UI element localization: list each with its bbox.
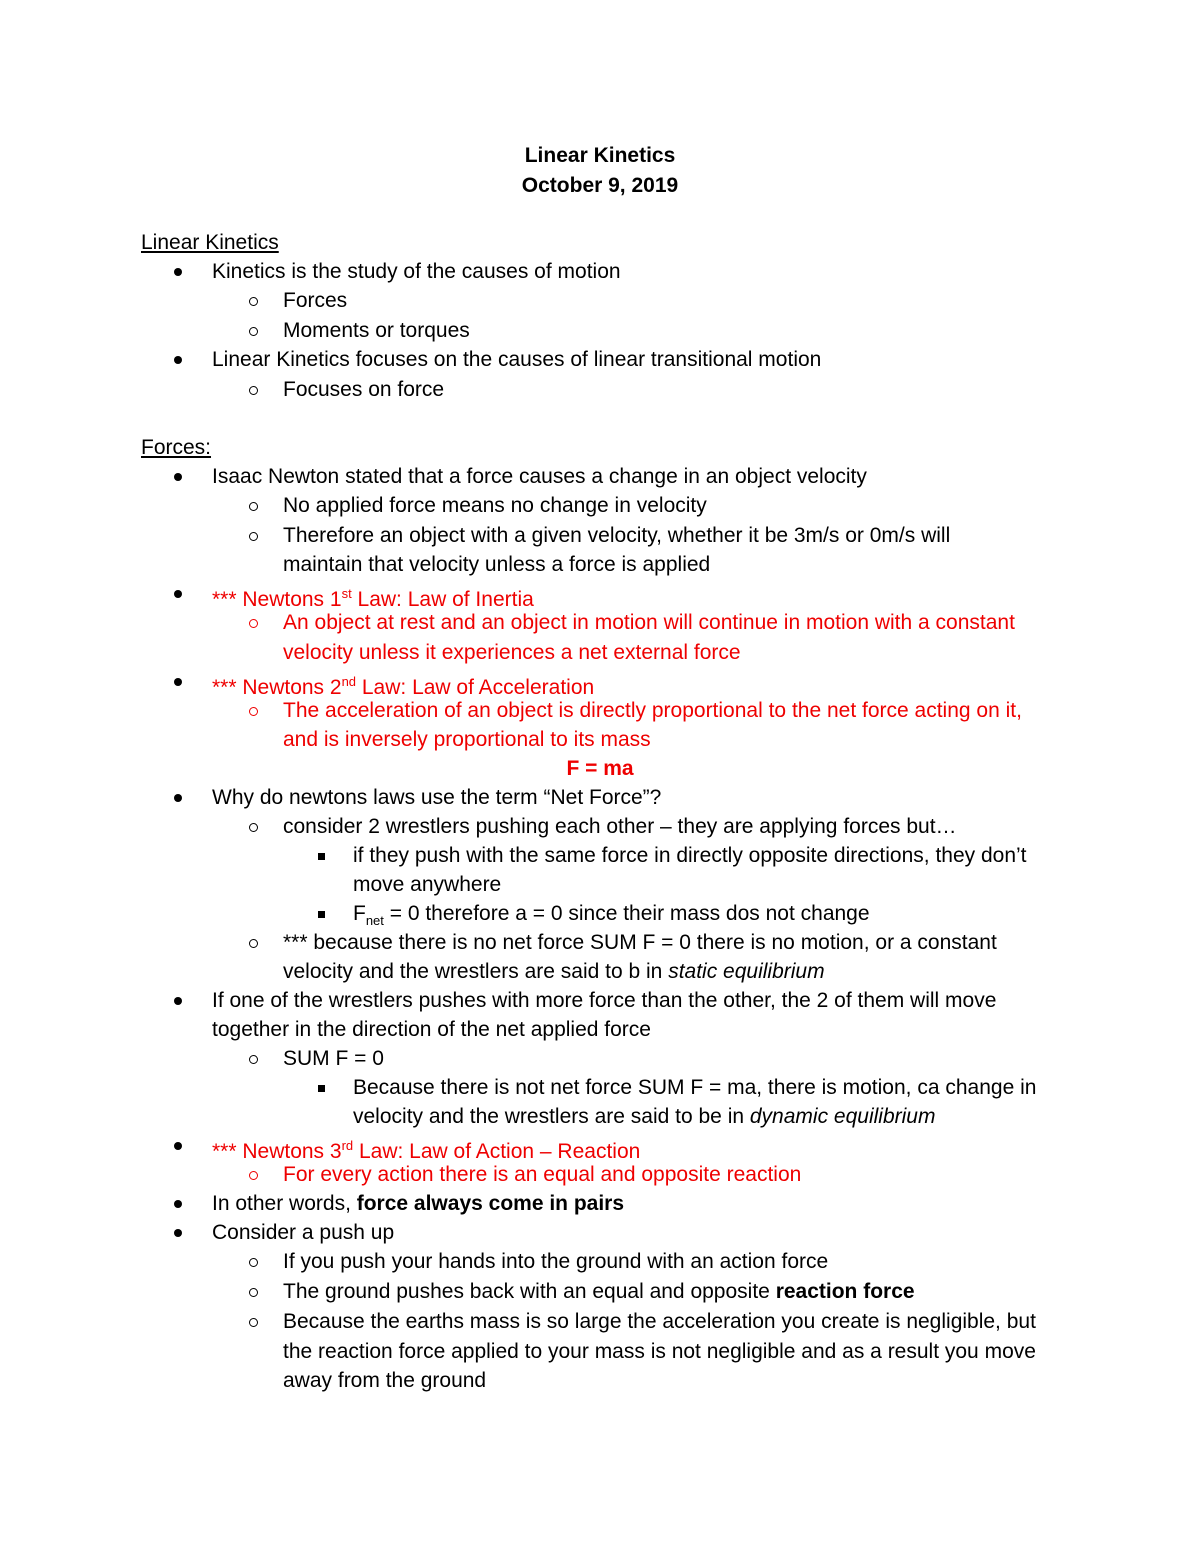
circle-bullet-icon xyxy=(249,288,258,314)
section-heading-linear-kinetics: Linear Kinetics xyxy=(141,231,279,254)
circle-bullet-icon xyxy=(249,1046,258,1072)
list-item: If you push your hands into the ground with an action force xyxy=(283,1250,829,1273)
section-heading-forces: Forces: xyxy=(141,436,212,459)
bullet-icon xyxy=(174,988,182,1014)
page-date: October 9, 2019 xyxy=(521,174,679,197)
bullet-icon xyxy=(174,785,182,811)
list-item: Isaac Newton stated that a force causes a change in an object velocity xyxy=(212,465,867,488)
list-item: Focuses on force xyxy=(283,378,445,401)
formula: F = ma xyxy=(566,757,634,780)
list-item: Because the earths mass is so large the acceleration you create is negligible, but xyxy=(283,1310,1036,1333)
bullet-icon xyxy=(174,1133,182,1159)
list-item: Consider a push up xyxy=(212,1221,395,1244)
circle-bullet-icon xyxy=(249,377,258,403)
square-bullet-icon xyxy=(318,843,325,869)
list-item: SUM F = 0 xyxy=(283,1047,384,1070)
newton-third-law-heading: *** Newtons 3rd Law: Law of Action – Reaction xyxy=(212,1138,641,1163)
list-item: The acceleration of an object is directly proportional to the net force acting on it, xyxy=(283,699,1022,722)
list-item: $F_{net} = 0$ therefore a = 0 since their mass dos not change xyxy=(353,902,870,929)
list-item-continuation: together in the direction of the net applied force xyxy=(212,1018,651,1041)
list-item: Linear Kinetics focuses on the causes of linear transitional motion xyxy=(212,348,822,371)
list-item: Why do newtons laws use the term “Net Force”? xyxy=(212,786,662,809)
circle-bullet-icon xyxy=(249,814,258,840)
list-item-continuation: away from the ground xyxy=(283,1369,487,1392)
list-item: Therefore an object with a given velocity, whether it be 3m/s or 0m/s will xyxy=(283,524,951,547)
list-item: For every action there is an equal and opposite reaction xyxy=(283,1163,802,1186)
list-item-continuation: velocity unless it experiences a net external force xyxy=(283,641,741,664)
circle-bullet-icon xyxy=(249,1162,258,1188)
bullet-icon xyxy=(174,259,182,285)
circle-bullet-icon xyxy=(249,1309,258,1335)
bullet-icon xyxy=(174,347,182,373)
circle-bullet-icon xyxy=(249,523,258,549)
circle-bullet-icon xyxy=(249,1249,258,1275)
list-item-continuation: maintain that velocity unless a force is applied xyxy=(283,553,711,576)
list-item: Because there is not net force SUM F = ma, there is motion, ca change in xyxy=(353,1076,1037,1099)
list-item: No applied force means no change in velocity xyxy=(283,494,707,517)
list-item: Forces xyxy=(283,289,348,312)
bullet-icon xyxy=(174,1191,182,1217)
square-bullet-icon xyxy=(318,901,325,927)
page-title: Linear Kinetics xyxy=(524,144,676,167)
bullet-icon xyxy=(174,669,182,695)
circle-bullet-icon xyxy=(249,493,258,519)
newton-first-law-heading: *** Newtons 1st Law: Law of Inertia xyxy=(212,586,534,611)
bullet-icon xyxy=(174,581,182,607)
square-bullet-icon xyxy=(318,1075,325,1101)
list-item-continuation: move anywhere xyxy=(353,873,502,896)
list-item-continuation: velocity and the wrestlers are said to be in dynamic equilibrium xyxy=(353,1105,936,1128)
circle-bullet-icon xyxy=(249,318,258,344)
list-item: consider 2 wrestlers pushing each other – they are applying forces but… xyxy=(283,815,957,838)
bullet-icon xyxy=(174,1220,182,1246)
circle-bullet-icon xyxy=(249,1279,258,1305)
circle-bullet-icon xyxy=(249,930,258,956)
list-item-continuation: the reaction force applied to your mass is not negligible and as a result you move xyxy=(283,1340,1036,1363)
circle-bullet-icon xyxy=(249,610,258,636)
newton-second-law-heading: *** Newtons 2nd Law: Law of Acceleration xyxy=(212,674,595,699)
list-item: if they push with the same force in directly opposite directions, they don’t xyxy=(353,844,1027,867)
list-item: Kinetics is the study of the causes of motion xyxy=(212,260,621,283)
bullet-icon xyxy=(174,464,182,490)
list-item: If one of the wrestlers pushes with more force than the other, the 2 of them will move xyxy=(212,989,997,1012)
list-item: Moments or torques xyxy=(283,319,470,342)
list-item: *** because there is no net force SUM F = 0 there is no motion, or a constant xyxy=(283,931,997,954)
circle-bullet-icon xyxy=(249,698,258,724)
list-item: The ground pushes back with an equal and opposite reaction force xyxy=(283,1280,915,1303)
list-item: An object at rest and an object in motion will continue in motion with a constant xyxy=(283,611,1015,634)
list-item: In other words, force always come in pairs xyxy=(212,1192,625,1215)
list-item-continuation: and is inversely proportional to its mass xyxy=(283,728,651,751)
list-item-continuation: velocity and the wrestlers are said to b in static equilibrium xyxy=(283,960,825,983)
